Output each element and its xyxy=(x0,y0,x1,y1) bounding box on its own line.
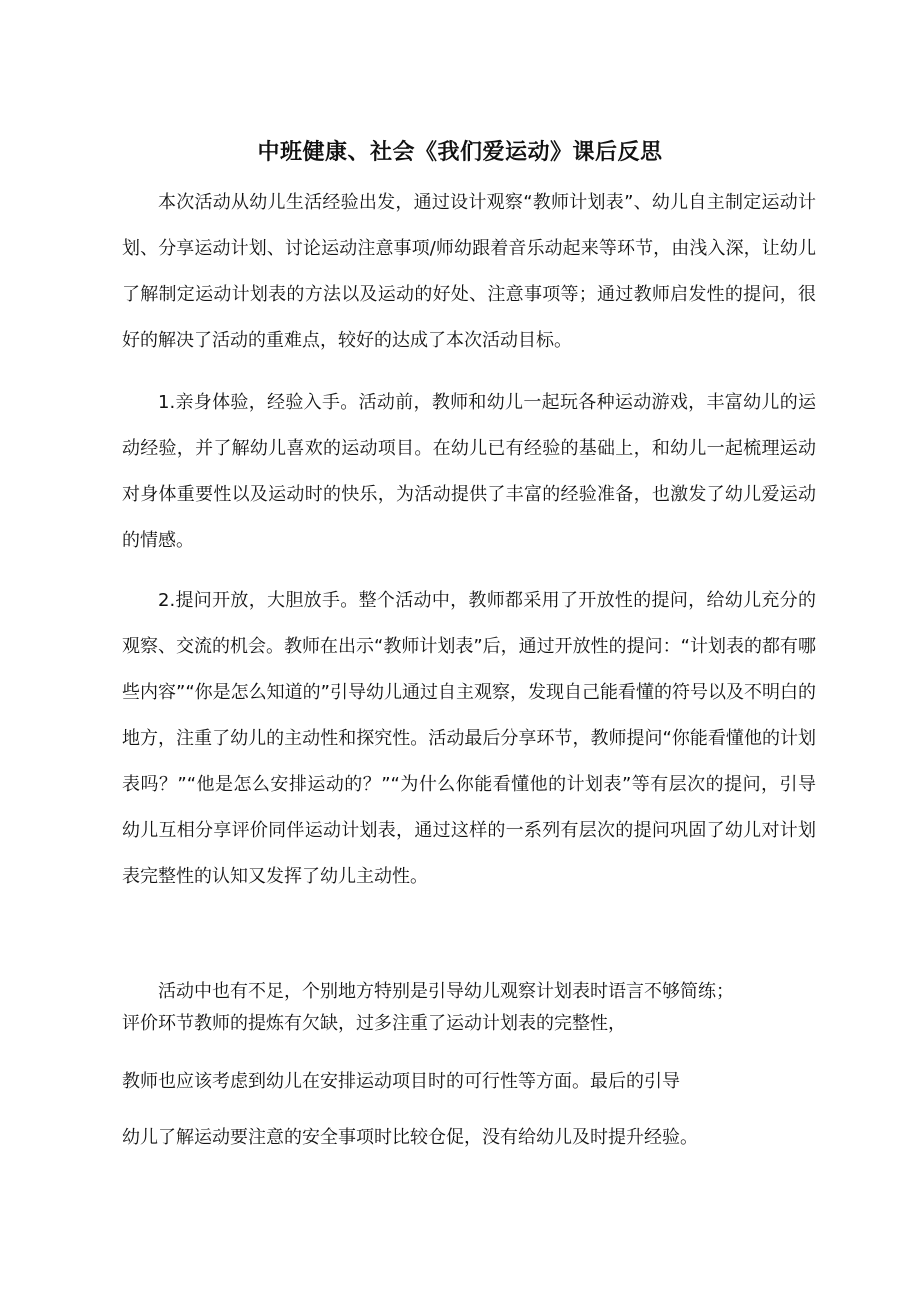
paragraph-intro: 本次活动从幼儿生活经验出发，通过设计观察“教师计划表”、幼儿自主制定运动计划、分享运动计划、讨论运动注意事项/师幼跟着音乐动起来等环节，由浅入深，让幼儿了解制定运动计划表的方法以及运动的好处、注意事项等；通过教师启发性的提问，很好的解决了活动的重难点，较好的达成了本次活动目标。 xyxy=(122,192,816,351)
closing-line-3: 教师也应该考虑到幼儿在安排运动项目时的可行性等方面。最后的引导 xyxy=(122,1071,680,1092)
closing-line-2: 评价环节教师的提炼有欠缺，过多注重了运动计划表的完整性， xyxy=(122,1013,626,1034)
closing-line-4: 幼儿了解运动要注意的安全事项时比较仓促，没有给幼儿及时提升经验。 xyxy=(122,1127,698,1148)
document-title: 中班健康、社会《我们爱运动》课后反思 xyxy=(257,139,663,165)
paragraph-point-2: 2.提问开放，大胆放手。整个活动中，教师都采用了开放性的提问，给幼儿充分的观察、交流的机会。教师在出示“教师计划表”后，通过开放性的提问：“计划表的都有哪些内容”“你是怎么知道的”引导幼儿通过自主观察，发现自己能看懂的符号以及不明白的地方，注重了幼儿的主动性和探究性。活动最后分享环节，教师提问“你能看懂他的计划表吗？”“他是怎么安排运动的？”“为什么你能看懂他的计划表”等有层次的提问，引导幼儿互相分享评价同伴运动计划表，通过这样的一系列有层次的提问巩固了幼儿对计划表完整性的认知又发挥了幼儿主动性。 xyxy=(122,590,816,887)
closing-line-1: 活动中也有不足，个别地方特别是引导幼儿观察计划表时语言不够简练； xyxy=(158,981,734,1002)
paragraph-point-1: 1.亲身体验，经验入手。活动前，教师和幼儿一起玩各种运动游戏，丰富幼儿的运动经验，并了解幼儿喜欢的运动项目。在幼儿已有经验的基础上，和幼儿一起梳理运动对身体重要性以及运动时的快乐，为活动提供了丰富的经验准备，也激发了幼儿爱运动的情感。 xyxy=(122,392,816,551)
